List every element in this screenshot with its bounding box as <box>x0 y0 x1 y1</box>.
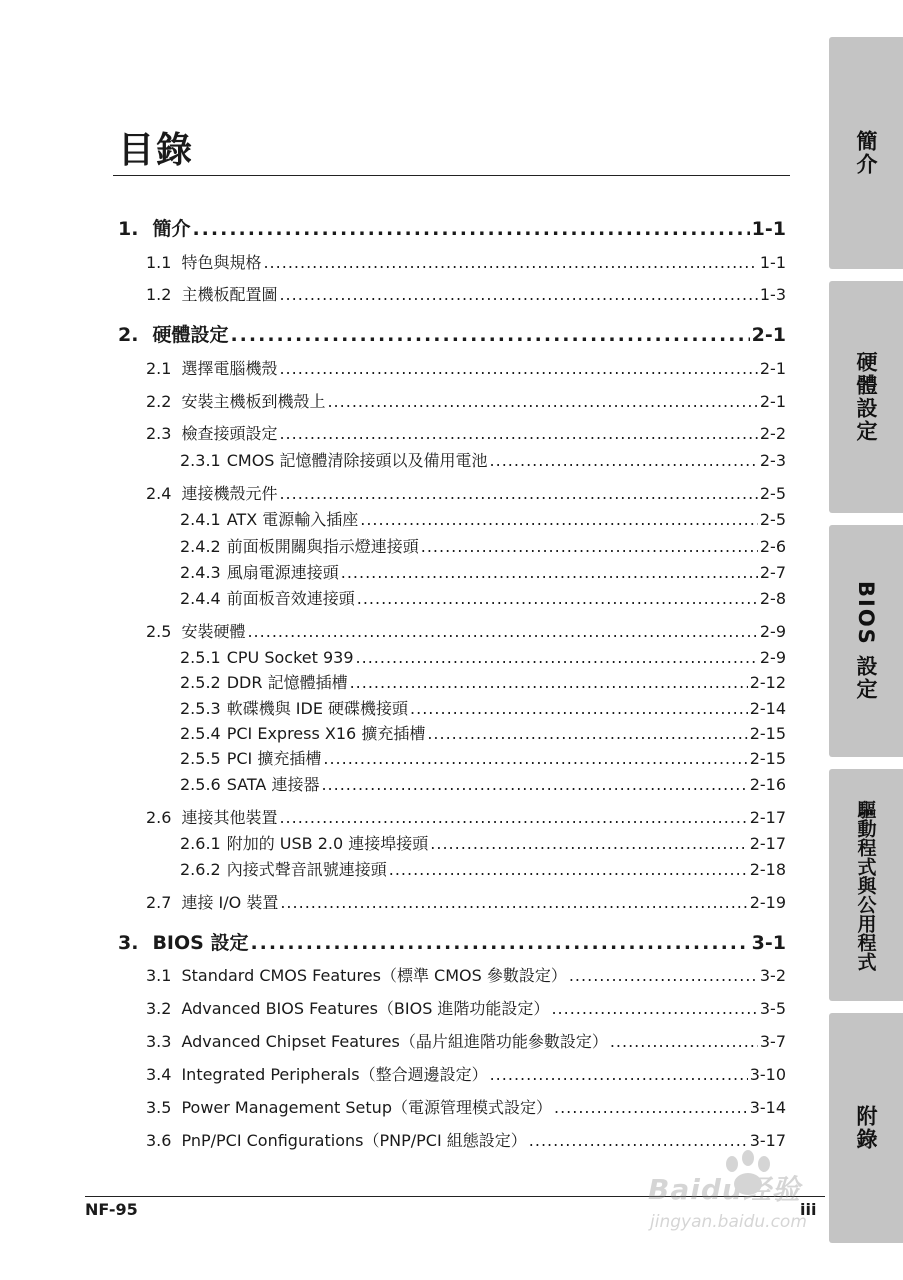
toc-leader-dots <box>323 749 747 769</box>
toc-entry-number: 2.3 <box>146 424 172 443</box>
toc-entry-page: 2-5 <box>759 484 786 503</box>
toc-entry-page: 2-17 <box>749 808 786 827</box>
toc-leader-dots <box>279 808 747 828</box>
chapter-tab[interactable] <box>829 1013 903 1243</box>
toc-entry <box>146 966 786 986</box>
toc-entry <box>146 808 786 828</box>
toc-leader-dots <box>280 893 747 913</box>
toc-entry <box>146 893 786 913</box>
chapter-tab[interactable] <box>829 281 903 513</box>
toc-entry-page: 2-17 <box>749 834 786 853</box>
toc-entry-page: 2-7 <box>759 563 786 582</box>
toc-entry-title: 安裝主機板到機殼上 <box>181 392 326 411</box>
toc-leader-dots <box>250 931 749 955</box>
toc-entry-number: 2.3.1 <box>180 451 221 470</box>
toc-leader-dots <box>569 966 758 986</box>
toc-entry-number: 2.6.2 <box>180 860 221 879</box>
toc-entry-page: 2-9 <box>759 622 786 641</box>
toc-entry-page: 2-19 <box>749 893 786 912</box>
chapter-tabs <box>829 0 903 1280</box>
toc-entry-page: 3-2 <box>759 966 786 985</box>
toc-entry <box>180 775 786 795</box>
toc-entry <box>180 673 786 693</box>
toc-entry-page: 3-10 <box>749 1065 786 1084</box>
toc-entry-title: 軟碟機與 IDE 硬碟機接頭 <box>226 699 409 718</box>
toc-leader-dots <box>529 1131 748 1151</box>
toc-leader-dots <box>427 724 747 744</box>
watermark-logo: Baidu经验 <box>648 1173 801 1206</box>
toc-entry <box>180 834 786 854</box>
watermark-url: jingyan.baidu.com <box>650 1212 807 1232</box>
toc-leader-dots <box>230 323 749 347</box>
toc-entry-page: 1-1 <box>759 253 786 272</box>
toc-entry <box>146 359 786 379</box>
toc-entry-title: 連接其他裝置 <box>181 808 278 827</box>
toc-entry-number: 2.5.5 <box>180 749 221 768</box>
toc-entry-title: DDR 記憶體插槽 <box>226 673 348 692</box>
toc-entry-title: 連接機殼元件 <box>181 484 278 503</box>
toc-entry-title: 附加的 USB 2.0 連接埠接頭 <box>226 834 429 853</box>
toc-entry-number: 2.5.3 <box>180 699 221 718</box>
toc-entry <box>180 648 786 668</box>
toc-entry <box>180 749 786 769</box>
toc-entry-title: 風扇電源連接頭 <box>226 563 339 582</box>
toc-entry-title: 連接 I/O 裝置 <box>181 893 279 912</box>
toc-leader-dots <box>279 484 757 504</box>
toc-leader-dots <box>410 699 748 719</box>
toc-entry-number: 2.4.4 <box>180 589 221 608</box>
toc-entry-number: 1. <box>118 218 139 240</box>
toc-entry-title: 特色與規格 <box>181 253 262 272</box>
toc-entry <box>180 589 786 609</box>
toc-entry-number: 1.1 <box>146 253 172 272</box>
toc-leader-dots <box>279 285 757 305</box>
toc-entry-page: 2-1 <box>759 359 786 378</box>
toc-entry-title: Power Management Setup（電源管理模式設定） <box>181 1098 552 1117</box>
toc-entry-page: 1-3 <box>759 285 786 304</box>
toc-leader-dots <box>356 648 758 668</box>
toc-entry-title: BIOS 設定 <box>152 932 249 954</box>
toc-leader-dots <box>421 537 758 557</box>
toc-entry-page: 3-17 <box>749 1131 786 1150</box>
toc-entry-title: PCI 擴充插槽 <box>226 749 322 768</box>
toc-entry <box>180 451 786 471</box>
toc-leader-dots <box>430 834 747 854</box>
toc-entry-page: 2-8 <box>759 589 786 608</box>
toc-entry-page: 2-15 <box>749 749 786 768</box>
chapter-tab-label: 硬體設定 <box>854 351 878 443</box>
toc-entry-number: 3.2 <box>146 999 172 1018</box>
toc-entry-number: 2.5.2 <box>180 673 221 692</box>
toc-leader-dots <box>554 1098 748 1118</box>
toc-entry-title: 前面板音效連接頭 <box>226 589 355 608</box>
toc-entry <box>180 537 786 557</box>
toc-leader-dots <box>279 359 757 379</box>
toc-entry-page: 3-7 <box>759 1032 786 1051</box>
chapter-tab-label: 簡介 <box>854 130 878 176</box>
toc-entry <box>146 1131 786 1151</box>
toc-entry-title: 硬體設定 <box>152 324 229 346</box>
footer-page-number: iii <box>800 1200 817 1219</box>
toc-entry <box>146 484 786 504</box>
toc-entry-title: PCI Express X16 擴充插槽 <box>226 724 426 743</box>
toc-leader-dots <box>551 999 757 1019</box>
toc-leader-dots <box>327 392 757 412</box>
toc-entry-number: 3.5 <box>146 1098 172 1117</box>
toc-entry <box>146 424 786 444</box>
toc-entry-page: 2-9 <box>759 648 786 667</box>
toc-leader-dots <box>360 510 758 530</box>
toc-entry-title: Standard CMOS Features（標準 CMOS 參數設定） <box>181 966 567 985</box>
toc-leader-dots <box>247 622 757 642</box>
toc-entry <box>146 392 786 412</box>
toc-entry-title: ATX 電源輸入插座 <box>226 510 359 529</box>
toc-entry <box>146 999 786 1019</box>
toc-leader-dots <box>321 775 747 795</box>
toc-entry-page: 2-5 <box>759 510 786 529</box>
toc-leader-dots <box>490 451 758 471</box>
toc-entry-page: 2-2 <box>759 424 786 443</box>
toc-entry-title: SATA 連接器 <box>226 775 320 794</box>
toc-entry-number: 1.2 <box>146 285 172 304</box>
toc-entry-number: 2.5.4 <box>180 724 221 743</box>
toc-entry <box>146 1065 786 1085</box>
toc-entry-page: 2-1 <box>759 392 786 411</box>
chapter-tab-label: 附錄 <box>854 1105 878 1151</box>
toc-entry-page: 3-14 <box>749 1098 786 1117</box>
toc-entry-page: 2-12 <box>749 673 786 692</box>
toc-entry-number: 2.7 <box>146 893 172 912</box>
toc-entry-number: 2.4.1 <box>180 510 221 529</box>
toc-entry <box>118 217 786 241</box>
toc-entry <box>146 253 786 273</box>
toc-entry-number: 3.6 <box>146 1131 172 1150</box>
toc-entry <box>146 285 786 305</box>
toc-entry-page: 2-16 <box>749 775 786 794</box>
chapter-tab-label: 驅動程式與公用程式 <box>854 799 877 971</box>
toc-entry-page: 3-5 <box>759 999 786 1018</box>
toc-entry-number: 2. <box>118 324 139 346</box>
toc-leader-dots <box>341 563 758 583</box>
toc-entry-page: 1-1 <box>751 218 786 240</box>
toc-entry-number: 2.5.1 <box>180 648 221 667</box>
toc-entry-number: 2.5.6 <box>180 775 221 794</box>
footer-model: NF-95 <box>85 1200 138 1219</box>
toc-leader-dots <box>490 1065 748 1085</box>
toc-entry-title: 主機板配置圖 <box>181 285 278 304</box>
toc-entry-number: 2.4 <box>146 484 172 503</box>
toc-entry-title: 前面板開關與指示燈連接頭 <box>226 537 419 556</box>
toc-leader-dots <box>279 424 757 444</box>
toc-leader-dots <box>350 673 748 693</box>
toc-entry-title: Integrated Peripherals（整合週邊設定） <box>181 1065 488 1084</box>
toc-entry <box>146 1098 786 1118</box>
toc-leader-dots <box>263 253 757 273</box>
chapter-tab-label: BIOS 設定 <box>854 580 878 702</box>
chapter-tab[interactable] <box>829 37 903 269</box>
toc-entry-title: 安裝硬體 <box>181 622 246 641</box>
toc-leader-dots <box>389 860 748 880</box>
toc-entry-page: 2-1 <box>751 324 786 346</box>
toc-entry <box>146 1032 786 1052</box>
toc-entry-number: 3.1 <box>146 966 172 985</box>
page-title: 目錄 <box>118 130 195 171</box>
toc-entry-number: 3. <box>118 932 139 954</box>
toc-entry-title: Advanced Chipset Features（晶片組進階功能參數設定） <box>181 1032 608 1051</box>
toc-entry-number: 3.3 <box>146 1032 172 1051</box>
toc-entry-title: 簡介 <box>152 218 191 240</box>
toc-leader-dots <box>192 217 749 241</box>
toc-entry-number: 2.2 <box>146 392 172 411</box>
toc-entry-page: 2-15 <box>749 724 786 743</box>
toc-entry <box>146 622 786 642</box>
toc-entry-number: 2.4.3 <box>180 563 221 582</box>
toc-leader-dots <box>610 1032 758 1052</box>
toc-entry-page: 2-6 <box>759 537 786 556</box>
toc-leader-dots <box>357 589 758 609</box>
toc-entry-title: 內接式聲音訊號連接頭 <box>226 860 387 879</box>
toc-entry <box>118 323 786 347</box>
toc-entry-title: CMOS 記憶體清除接頭以及備用電池 <box>226 451 488 470</box>
toc-entry <box>180 510 786 530</box>
toc-entry-title: 檢查接頭設定 <box>181 424 278 443</box>
toc-entry-number: 2.6.1 <box>180 834 221 853</box>
toc-entry-number: 2.5 <box>146 622 172 641</box>
baidu-watermark <box>640 1150 830 1250</box>
toc-entry-title: CPU Socket 939 <box>226 648 354 667</box>
chapter-tab[interactable] <box>829 525 903 757</box>
toc-entry <box>118 931 786 955</box>
toc-entry-title: Advanced BIOS Features（BIOS 進階功能設定） <box>181 999 550 1018</box>
toc-entry <box>180 699 786 719</box>
toc-entry-number: 2.1 <box>146 359 172 378</box>
toc-entry-page: 2-3 <box>759 451 786 470</box>
toc-entry-page: 2-14 <box>749 699 786 718</box>
chapter-tab[interactable] <box>829 769 903 1001</box>
toc-entry <box>180 724 786 744</box>
toc-entry-page: 3-1 <box>751 932 786 954</box>
toc-entry-number: 2.6 <box>146 808 172 827</box>
toc-entry <box>180 563 786 583</box>
toc-entry-number: 2.4.2 <box>180 537 221 556</box>
toc-entry <box>180 860 786 880</box>
toc-entry-page: 2-18 <box>749 860 786 879</box>
toc-entry-title: 選擇電腦機殼 <box>181 359 278 378</box>
toc-entry-number: 3.4 <box>146 1065 172 1084</box>
toc-entry-title: PnP/PCI Configurations（PNP/PCI 組態設定） <box>181 1131 527 1150</box>
